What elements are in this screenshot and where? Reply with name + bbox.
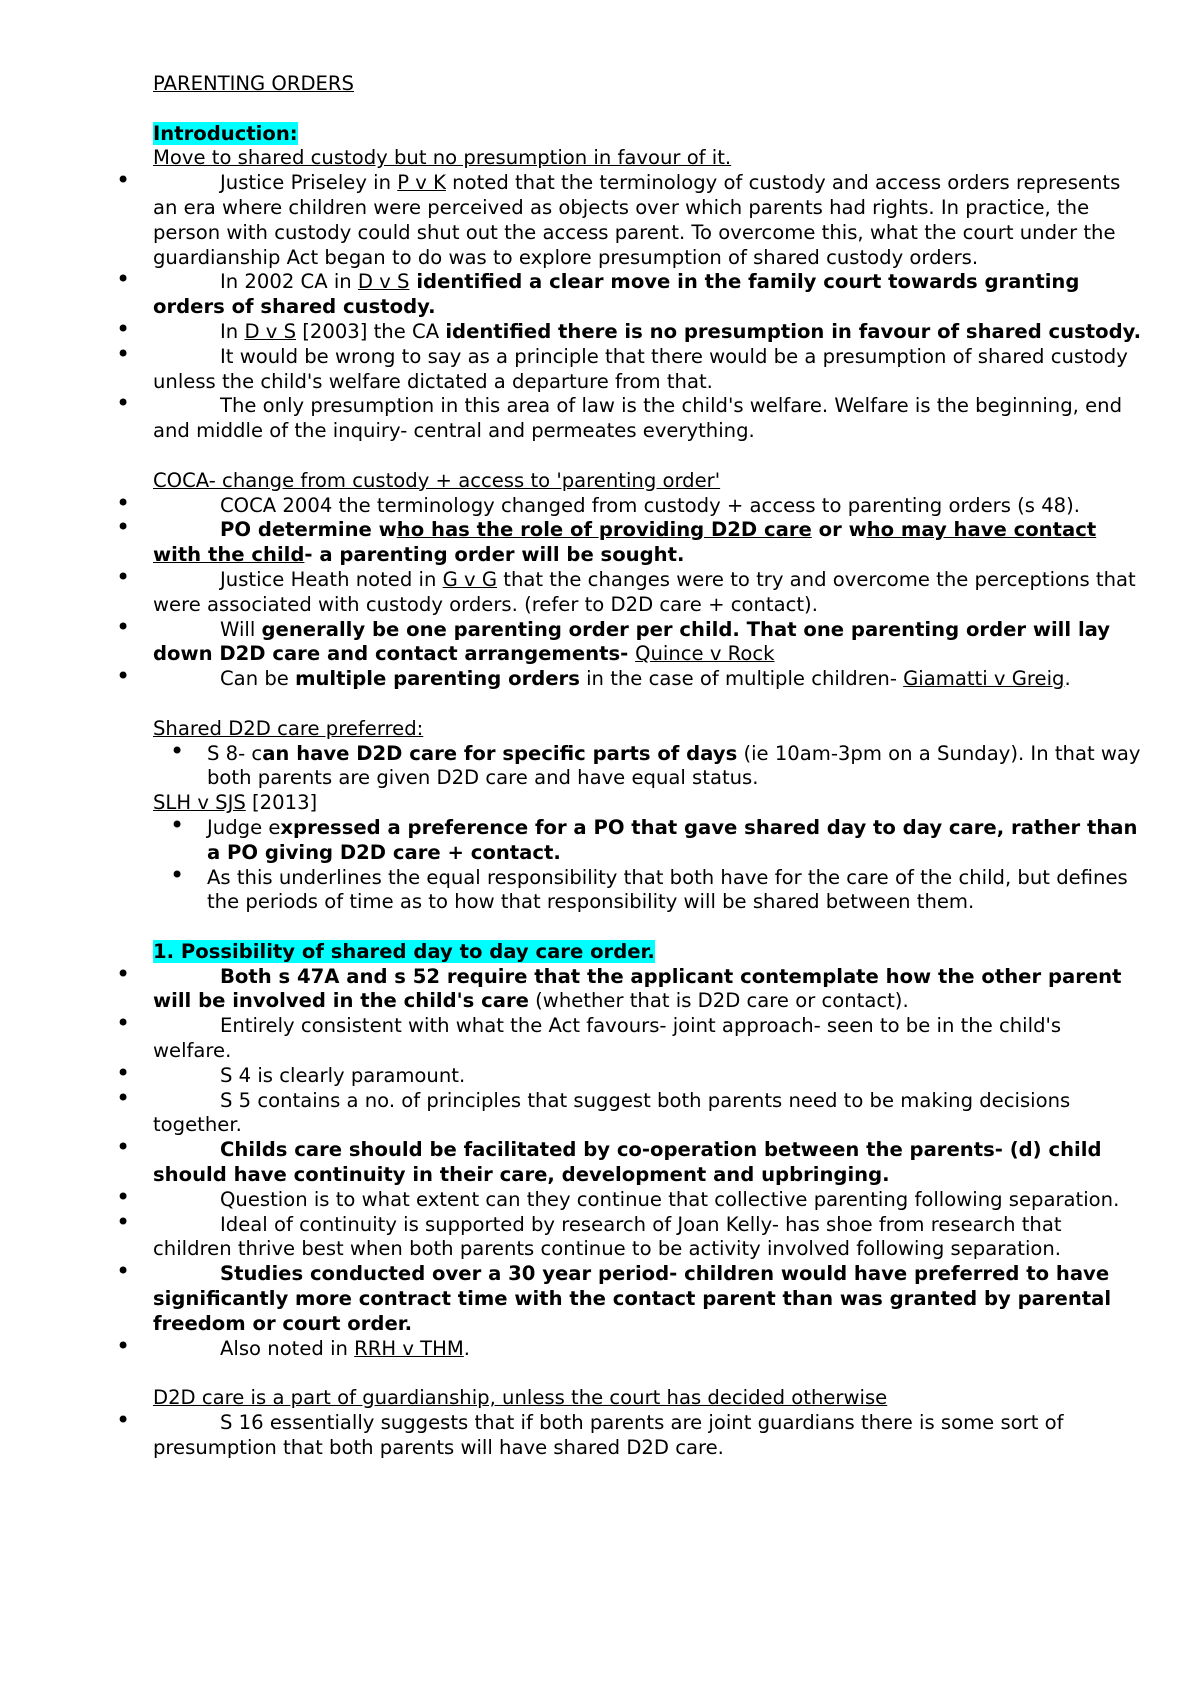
list-item: • In 2002 CA in D v S identified a clear move in the family court towards granting orders of shared custody. bbox=[153, 270, 1143, 320]
list-item: • Justice Priseley in P v K noted that the terminology of custody and access orders represents an era where children were perceived as objects over which parents had rights. In practice, the person with custody could shut out the access parent. To overcome this, what the court under the guardianship Act began to do was to explore presumption of shared custody orders. bbox=[153, 171, 1143, 270]
guardianship-subheading: D2D care is a part of guardianship, unless the court has decided otherwise bbox=[153, 1386, 888, 1410]
intro-subheading: Move to shared custody but no presumption in favour of it. bbox=[153, 146, 732, 170]
list-item: • S 16 essentially suggests that if both parents are joint guardians there is some sort of presumption that both parents will have shared D2D care. bbox=[153, 1411, 1143, 1461]
list-item: • As this underlines the equal responsibility that both have for the care of the child, but defines the periods of time as to how that responsibility will be shared between them. bbox=[153, 866, 1143, 916]
coca-subheading: COCA- change from custody + access to 'parenting order' bbox=[153, 468, 721, 492]
intro-list bbox=[153, 171, 1143, 444]
list-item: • Question is to what extent can they continue that collective parenting following separation. bbox=[153, 1188, 1143, 1213]
shared-list-2 bbox=[153, 816, 1143, 915]
shared-list bbox=[153, 742, 1143, 792]
list-item: • S 8- can have D2D care for specific parts of days (ie 10am-3pm on a Sunday). In that way both parents are given D2D care and have equal status. bbox=[153, 742, 1143, 792]
shared-subheading: Shared D2D care preferred: bbox=[153, 716, 424, 740]
section1-list bbox=[153, 965, 1143, 1362]
list-item: • Justice Heath noted in G v G that the changes were to try and overcome the perceptions that were associated with custody orders. (refer to D2D care + contact). bbox=[153, 568, 1143, 618]
list-item: • Judge expressed a preference for a PO that gave shared day to day care, rather than a PO giving D2D care + contact. bbox=[153, 816, 1143, 866]
list-item: • Both s 47A and s 52 require that the applicant contemplate how the other parent will be involved in the child's care (whether that is D2D care or contact). bbox=[153, 965, 1143, 1015]
list-item: • Ideal of continuity is supported by research of Joan Kelly- has shoe from research that children thrive best when both parents continue to be activity involved following separation. bbox=[153, 1213, 1143, 1263]
list-item: • Childs care should be facilitated by co-operation between the parents- (d) child should have continuity in their care, development and upbringing. bbox=[153, 1138, 1143, 1188]
list-item: • The only presumption in this area of law is the child's welfare. Welfare is the beginning, end and middle of the inquiry- central and permeates everything. bbox=[153, 394, 1143, 444]
section1-heading: 1. Possibility of shared day to day care order. bbox=[153, 939, 655, 963]
guardianship-list bbox=[153, 1411, 1143, 1461]
page-title: PARENTING ORDERS bbox=[153, 72, 354, 95]
list-item: • S 4 is clearly paramount. bbox=[153, 1064, 1143, 1089]
list-item: • COCA 2004 the terminology changed from custody + access to parenting orders (s 48). bbox=[153, 494, 1143, 519]
document-body bbox=[153, 72, 1143, 1461]
case-citation: SLH v SJS [2013] bbox=[153, 791, 318, 815]
coca-list bbox=[153, 494, 1143, 692]
list-item: • In D v S [2003] the CA identified there is no presumption in favour of shared custody. bbox=[153, 320, 1143, 345]
list-item: • Also noted in RRH v THM. bbox=[153, 1337, 1143, 1362]
intro-heading: Introduction: bbox=[153, 121, 298, 145]
list-item: • S 5 contains a no. of principles that suggest both parents need to be making decisions together. bbox=[153, 1089, 1143, 1139]
list-item: • PO determine who has the role of providing D2D care or who may have contact with the child- a parenting order will be sought. bbox=[153, 518, 1143, 568]
list-item: • Can be multiple parenting orders in the case of multiple children- Giamatti v Greig. bbox=[153, 667, 1143, 692]
list-item: • Will generally be one parenting order per child. That one parenting order will lay down D2D care and contact arrangements- Quince v Rock bbox=[153, 618, 1143, 668]
list-item: • It would be wrong to say as a principle that there would be a presumption of shared custody unless the child's welfare dictated a departure from that. bbox=[153, 345, 1143, 395]
list-item: • Entirely consistent with what the Act favours- joint approach- seen to be in the child's welfare. bbox=[153, 1014, 1143, 1064]
list-item: • Studies conducted over a 30 year period- children would have preferred to have significantly more contract time with the contact parent than was granted by parental freedom or court order. bbox=[153, 1262, 1143, 1336]
